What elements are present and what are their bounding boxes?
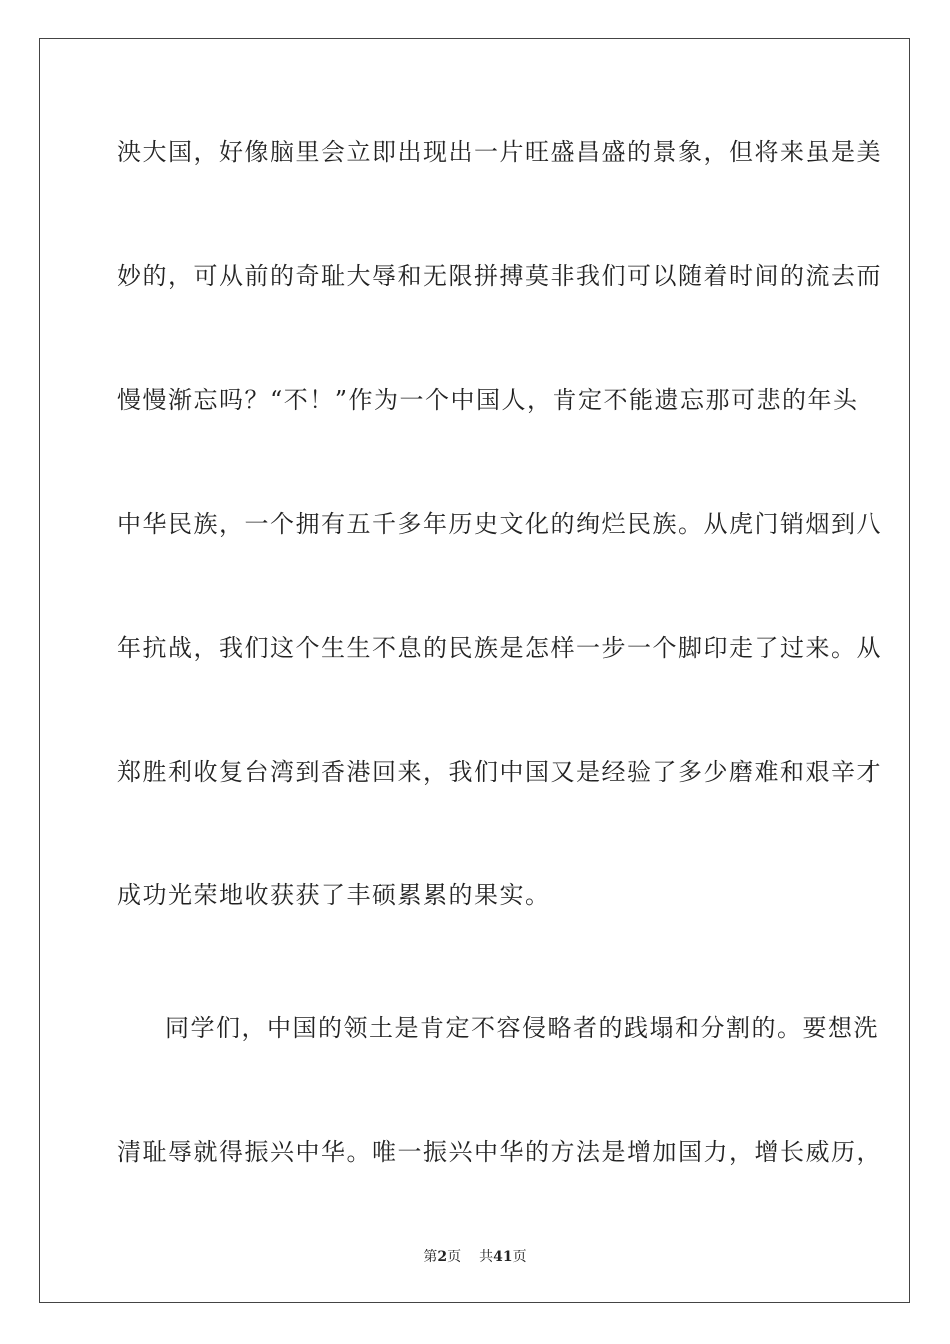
body-line-9: 清耻辱就得振兴中华。唯一振兴中华的方法是增加国力，增长威历，: [117, 1138, 882, 1166]
body-line-3: 慢慢渐忘吗？“不！”作为一个中国人，肯定不能遗忘那可悲的年头: [117, 386, 859, 414]
total-suffix: 页: [512, 1249, 527, 1265]
page-suffix: 页: [447, 1249, 462, 1265]
body-line-1: 泱大国，好像脑里会立即出现出一片旺盛昌盛的景象，但将来虽是美: [117, 138, 882, 166]
body-line-7: 成功光荣地收获获了丰硕累累的果实。: [117, 881, 551, 909]
page-current: 2: [437, 1249, 448, 1265]
page-footer: [0, 1248, 950, 1266]
body-line-4: 中华民族，一个拥有五千多年历史文化的绚烂民族。从虎门销烟到八: [117, 510, 882, 538]
total-prefix: 共: [479, 1249, 494, 1265]
body-line-5: 年抗战，我们这个生生不息的民族是怎样一步一个脚印走了过来。从: [117, 634, 882, 662]
body-line-2: 妙的，可从前的奇耻大辱和无限拼搏莫非我们可以随着时间的流去而: [117, 262, 882, 290]
page-prefix: 第: [423, 1249, 438, 1265]
body-line-8: 同学们，中国的领土是肯定不容侵略者的践塌和分割的。要想洗: [165, 1014, 879, 1042]
page-total: 41: [493, 1249, 513, 1265]
page-border: [39, 38, 910, 1303]
body-line-6: 郑胜利收复台湾到香港回来，我们中国又是经验了多少磨难和艰辛才: [117, 758, 882, 786]
